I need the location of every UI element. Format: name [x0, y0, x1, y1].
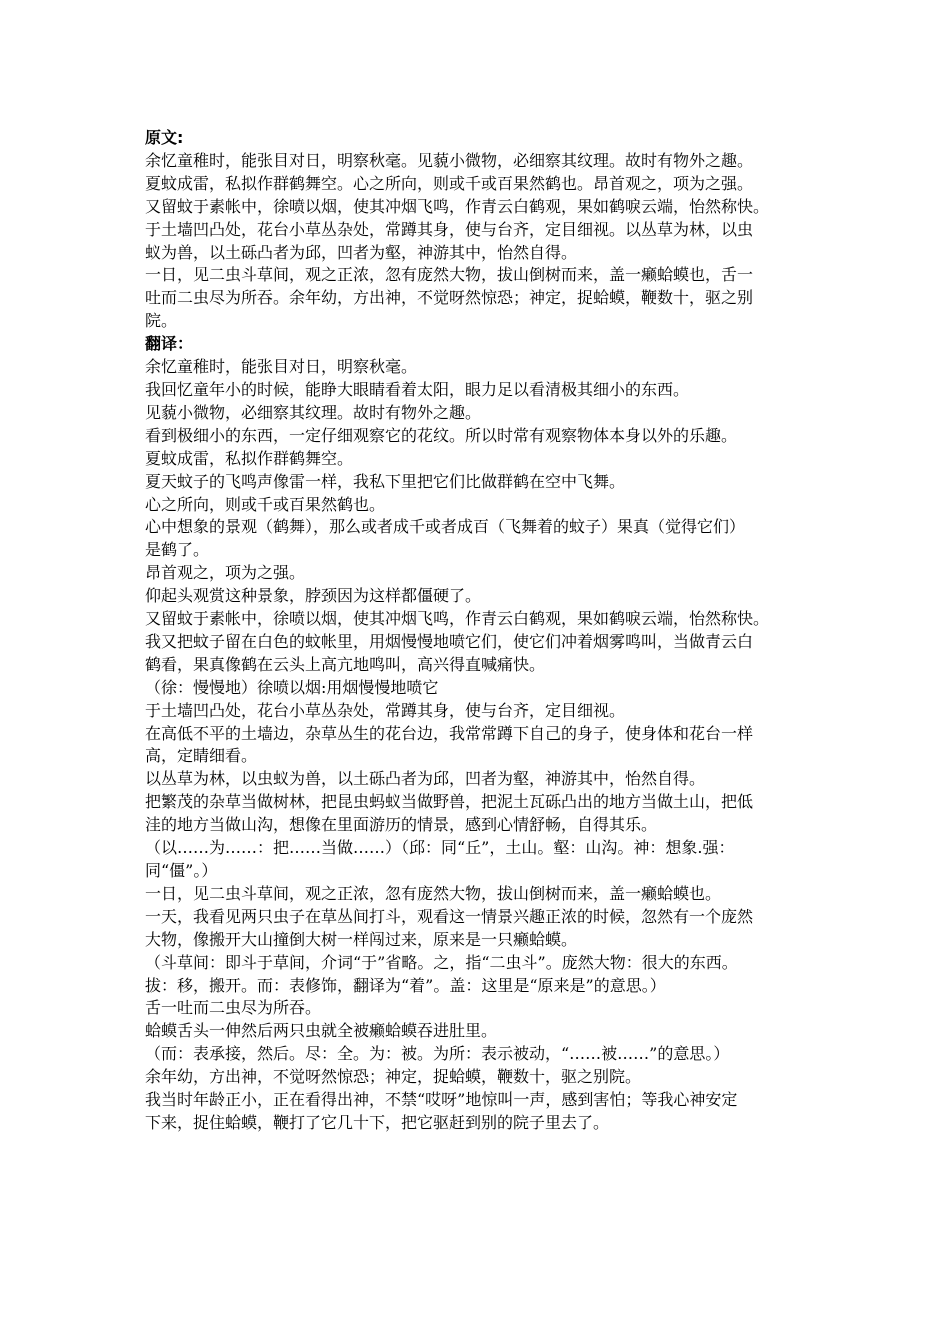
text-line: 夏蚊成雷，私拟作群鹤舞空。 [145, 448, 354, 468]
text-line: 又留蚊于素帐中，徐喷以烟，使其冲烟飞鸣，作青云白鹤观，果如鹤唳云端，怡然称快。 [145, 196, 770, 216]
text-line: 院。 [145, 311, 178, 331]
text-line: 大物，像搬开大山撞倒大树一样闯过来，原来是一只癞蛤蟆。 [145, 929, 578, 949]
text-line: 高，定睛细看。 [145, 746, 258, 766]
text-line: 同“僵”。） [145, 861, 218, 880]
text-line: 心中想象的景观（鹤舞），那么或者成千或者成百（飞舞着的蚊子）果真（觉得它们） [145, 517, 746, 537]
text-line: 余忆童稚时，能张目对日，明察秋毫。见藐小微物，必细察其纹理。故时有物外之趣。 [145, 150, 754, 170]
text-line: 拔：移，搬开。而：表修饰，翻译为“着”。盖：这里是“原来是”的意思。） [145, 975, 666, 995]
text-line: 下来，捉住蛤蟆，鞭打了它几十下，把它驱赶到别的院子里去了。 [145, 1112, 610, 1132]
text-line: 见藐小微物，必细察其纹理。故时有物外之趣。 [145, 402, 482, 422]
text-line: 鹤看，果真像鹤在云头上高亢地鸣叫，高兴得直喊痛快。 [145, 654, 546, 674]
text-line: 一天，我看见两只虫子在草丛间打斗，观看这一情景兴趣正浓的时候，忽然有一个庞然 [145, 906, 754, 926]
text-line: （徐：慢慢地）徐喷以烟:用烟慢慢地喷它 [145, 677, 439, 697]
text-line: 心之所向，则或千或百果然鹤也。 [145, 494, 386, 514]
text-line: （斗草间：即斗于草间，介词“于”省略。之，指“二虫斗”。庞然大物：很大的东西。 [145, 952, 738, 972]
text-line: 余年幼，方出神，不觉呀然惊恐；神定，捉蛤蟆，鞭数十，驱之别院。 [145, 1067, 642, 1087]
text-line: 是鹤了。 [145, 540, 210, 560]
text-line: 余忆童稚时，能张目对日，明察秋毫。 [145, 357, 418, 377]
text-line: 看到极细小的东西，一定仔细观察它的花纹。所以时常有观察物体本身以外的乐趣。 [145, 425, 738, 445]
document-body [145, 127, 825, 1135]
text-line: 我回忆童年小的时候，能睁大眼睛看着太阳，眼力足以看清极其细小的东西。 [145, 379, 690, 399]
text-line: 我又把蚊子留在白色的蚊帐里，用烟慢慢地喷它们，使它们冲着烟雾鸣叫，当做青云白 [145, 631, 754, 651]
text-line: 昂首观之，项为之强。 [145, 563, 306, 583]
text-line: 蚁为兽，以土砾凸者为邱，凹者为壑，神游其中，怡然自得。 [145, 242, 578, 262]
text-line: 蛤蟆舌头一伸然后两只虫就全被癞蛤蟆吞进肚里。 [145, 1021, 498, 1041]
text-line: 我当时年龄正小，正在看得出神，不禁“哎呀”地惊叫一声，感到害怕；等我心神安定 [145, 1090, 738, 1110]
text-line: 于土墙凹凸处，花台小草丛杂处，常蹲其身，使与台齐，定目细视。以丛草为林，以虫 [145, 219, 754, 239]
text-line: 以丛草为林，以虫蚁为兽，以土砾凸者为邱，凹者为壑，神游其中，怡然自得。 [145, 769, 706, 789]
text-line: 夏天蚊子的飞鸣声像雷一样，我私下里把它们比做群鹤在空中飞舞。 [145, 471, 626, 491]
text-line: 把繁茂的杂草当做树林，把昆虫蚂蚁当做野兽，把泥土瓦砾凸出的地方当做土山，把低 [145, 792, 754, 812]
text-line: 又留蚊于素帐中，徐喷以烟，使其冲烟飞鸣，作青云白鹤观，果如鹤唳云端，怡然称快。 [145, 609, 770, 629]
text-line: 吐而二虫尽为所吞。余年幼，方出神，不觉呀然惊恐；神定，捉蛤蟆，鞭数十，驱之别 [145, 288, 754, 308]
section-heading: 翻译： [145, 334, 194, 354]
text-line: 一日，见二虫斗草间，观之正浓，忽有庞然大物，拔山倒树而来，盖一癞蛤蟆也，舌一 [145, 265, 754, 285]
text-line: 舌一吐而二虫尽为所吞。 [145, 998, 322, 1018]
text-line: （以……为……：把……当做……）（邱：同“丘”，土山。壑：山沟。神：想象.强： [145, 838, 735, 858]
text-line: （而：表承接，然后。尽：全。为：被。为所：表示被动，“……被……”的意思。） [145, 1044, 730, 1064]
text-line: 洼的地方当做山沟，想像在里面游历的情景，感到心情舒畅，自得其乐。 [145, 815, 658, 835]
section-heading: 原文: [145, 128, 184, 147]
text-line: 仰起头观赏这种景象，脖颈因为这样都僵硬了。 [145, 586, 482, 606]
text-line: 在高低不平的土墙边，杂草丛生的花台边，我常常蹲下自己的身子，使身体和花台一样 [145, 723, 754, 743]
text-line: 夏蚊成雷，私拟作群鹤舞空。心之所向，则或千或百果然鹤也。昂首观之，项为之强。 [145, 173, 754, 193]
text-line: 于土墙凹凸处，花台小草丛杂处，常蹲其身，使与台齐，定目细视。 [145, 700, 626, 720]
text-line: 一日，见二虫斗草间，观之正浓，忽有庞然大物，拔山倒树而来，盖一癞蛤蟆也。 [145, 883, 722, 903]
